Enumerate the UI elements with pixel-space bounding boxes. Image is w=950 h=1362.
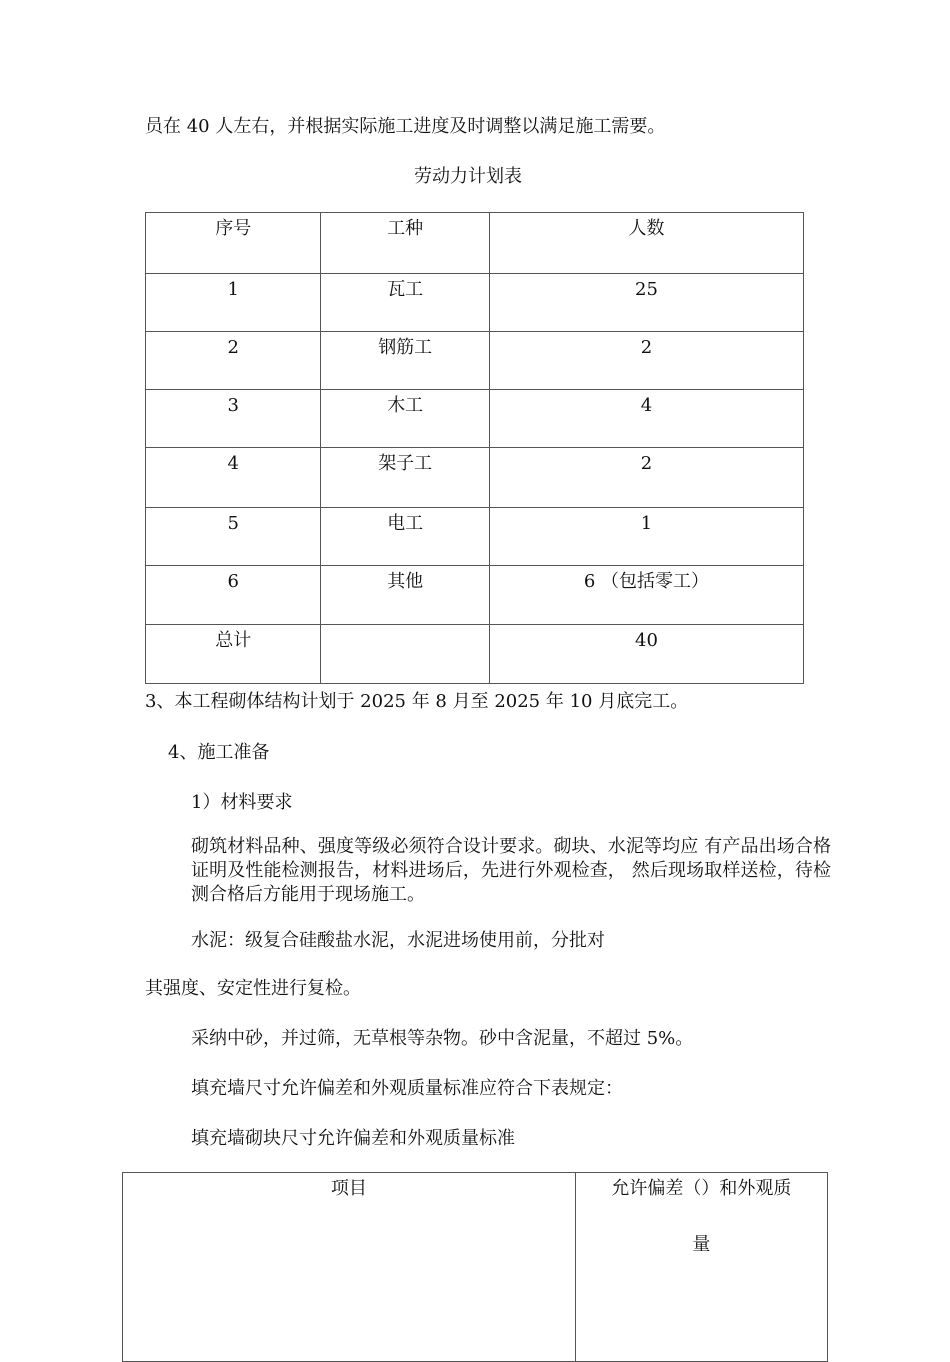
cell-index [146,448,321,508]
cell-trade [321,508,489,566]
cell-trade [321,448,489,508]
cell-text: 总计 [215,630,252,651]
section-4-heading: 4、施工准备 [168,742,270,763]
cell-text: 其他 [387,571,424,592]
header-cell-count [489,213,803,274]
cell-text [321,625,488,629]
cell-index [146,508,321,566]
cell-text: 电工 [387,513,424,534]
cell-trade [321,274,489,332]
cell-count [489,332,803,390]
cell-text: 瓦工 [387,279,424,300]
sand-line: 采纳中砂，并过筛，无草根等杂物。砂中含泥量，不超过 5%。 [191,1028,694,1049]
cell-count [489,625,803,684]
header-label: 序号 [215,218,252,239]
table-total-row [146,625,804,684]
table-row [146,508,804,566]
table-row [146,390,804,448]
cell-count [489,508,803,566]
cell-text: 3 [227,395,239,416]
table-row [146,566,804,625]
cell-text: 2 [640,453,653,474]
cell-count [489,390,803,448]
cell-text: 5 [227,513,239,534]
labor-table-title: 劳动力计划表 [414,166,522,187]
table-header-row [123,1173,828,1362]
cell-text: 钢筋工 [378,337,433,358]
header-label: 人数 [628,218,665,239]
header-label: 允许偏差（）和外观质 [611,1178,792,1199]
cell-trade [321,332,489,390]
cement-line-2: 其强度、安定性进行复检。 [145,978,361,999]
cement-line-1: 水泥：级复合硅酸盐水泥，水泥进场使用前，分批对 [191,930,605,951]
header-cell-item [123,1173,576,1362]
header-cell-tolerance [575,1173,827,1362]
cell-text: 25 [635,279,658,300]
cell-index [146,566,321,625]
block-table-title: 填充墙砌块尺寸允许偏差和外观质量标准 [191,1128,515,1149]
cell-text: 1 [227,279,239,300]
cell-index [146,274,321,332]
cell-text: 2 [640,337,653,358]
table-row [146,274,804,332]
cell-count [489,274,803,332]
cell-text: 架子工 [378,453,433,474]
table-row [146,448,804,508]
header-label-continued: 量 [692,1234,711,1255]
cell-count [489,448,803,508]
cell-count [489,566,803,625]
cell-text: 木工 [387,395,424,416]
cell-text: 1 [640,513,653,534]
header-cell-trade [321,213,489,274]
header-cell-index [146,213,321,274]
cell-text: 6 （包括零工） [583,571,710,592]
header-label: 工种 [387,218,424,239]
cell-text: 40 [635,630,658,651]
cell-index [146,390,321,448]
cell-text: 2 [227,337,239,358]
block-table [122,1172,828,1362]
cell-trade [321,390,489,448]
cell-index [146,332,321,390]
section-3-text: 3、本工程砌体结构计划于 2025 年 8 月至 2025 年 10 月底完工。 [145,691,689,712]
intro-line: 员在 40 人左右，并根据实际施工进度及时调整以满足施工需要。 [145,116,666,137]
fill-wall-line: 填充墙尺寸允许偏差和外观质量标准应符合下表规定： [191,1078,623,1099]
cell-trade [321,566,489,625]
subheading-materials: 1）材料要求 [191,792,293,813]
header-label: 项目 [330,1178,367,1199]
labor-table [145,212,804,684]
cell-trade [321,625,489,684]
table-row [146,332,804,390]
materials-paragraph: 砌筑材料品种、强度等级必须符合设计要求。砌块、水泥等均应 有产品出场合格证明及性能检测报告，材料进场后，先进行外观检查， 然后现场取样送检，待检测合格后方能用于现场施工。 [191,836,831,905]
cell-text: 4 [227,453,239,474]
table-header-row [146,213,804,274]
cell-text: 6 [227,571,239,592]
cell-total-label [146,625,321,684]
cell-text: 4 [640,395,653,416]
